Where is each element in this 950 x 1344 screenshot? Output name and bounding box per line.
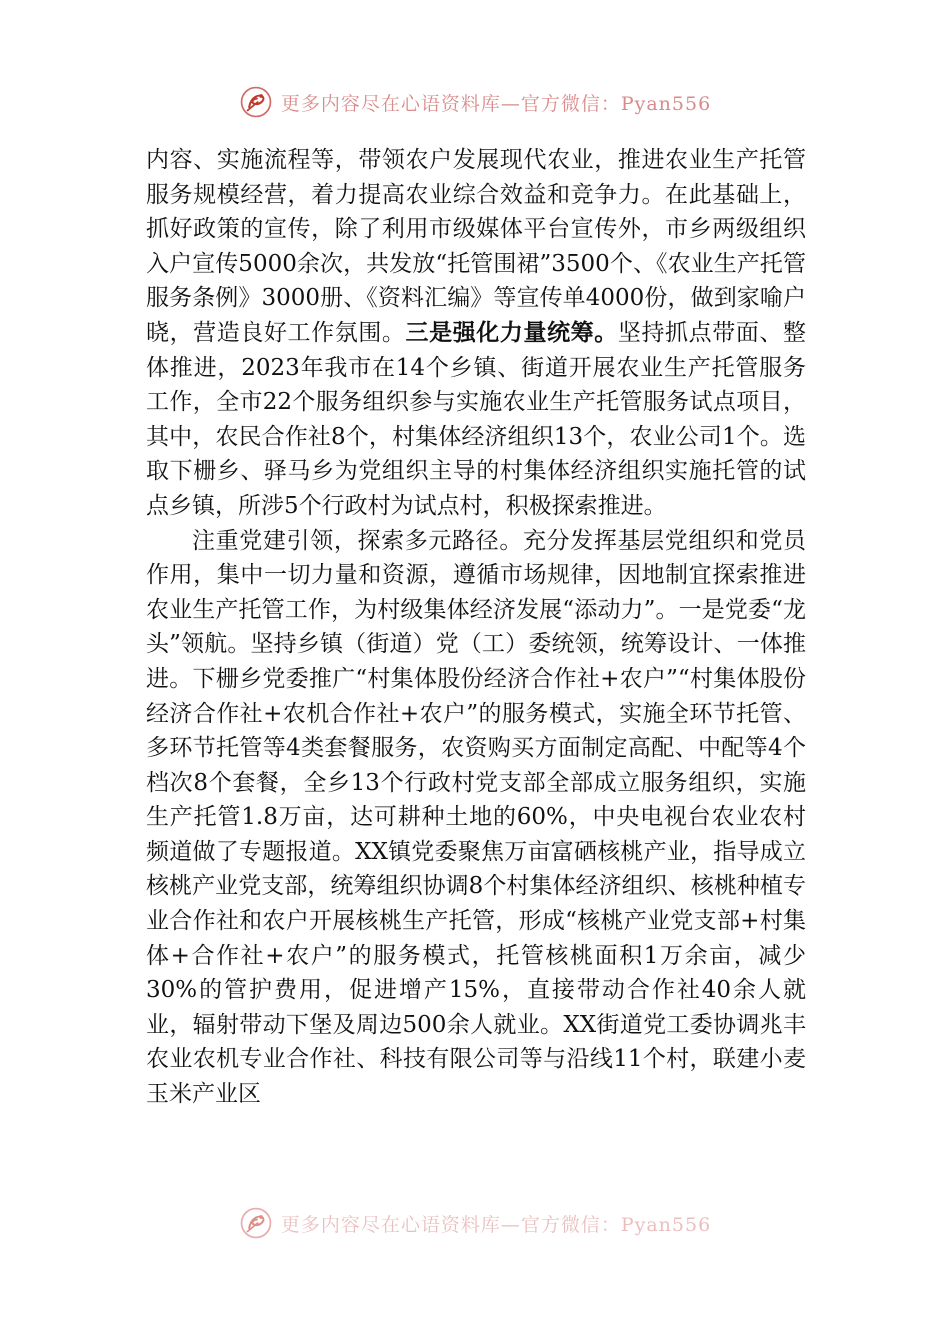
paragraph: 注重党建引领，探索多元路径。充分发挥基层党组织和党员作用，集中一切力量和资源，遵循市场规律，因地制宜探索推进农业生产托管工作，为村级集体经济发展“添动力”。一是党委“龙头”领航。坚持乡镇（街道）党（工）委统领，统筹设计、一体推进。下栅乡党委推广“村集体股份经济合作社+农户”“村集体股份经济合作社+农机合作社+农户”的服务模式，实施全环节托管、多环节托管等4类套餐服务，农资购买方面制定高配、中配等4个档次8个套餐，全乡13个行政村党支部全部成立服务组织，实施生产托管1.8万亩，达可耕种土地的60%，中央电视台农业农村频道做了专题报道。XX镇党委聚焦万亩富硒核桃产业，指导成立核桃产业党支部，统筹组织协调8个村集体经济组织、核桃种植专业合作社和农户开展核桃生产托管，形成“核桃产业党支部+村集体+合作社+农户”的服务模式，托管核桃面积1万余亩，减少30%的管护费用，促进增产15%，直接带动合作社40余人就业，辐射带动下堡及周边500余人就业。XX街道党工委协调兆丰农业农机专业合作社、科技有限公司等与沿线11个村，联建小麦玉米产业区 [146, 527, 806, 1108]
header-watermark [0, 82, 950, 122]
paragraph-text: 坚持抓点带面、整体推进，2023年我市在14个乡镇、街道开展农业生产托管服务工作，全市22个服务组织参与实施农业生产托管服务试点项目，其中，农民合作社8个，村集体经济组织13个，农业公司1个。选取下栅乡、驿马乡为党组织主导的村集体经济组织实施托管的试点乡镇，所涉5个行政村为试点村，积极探索推进。 [146, 319, 807, 519]
watermark-text: 更多内容尽在心语资料库—官方微信：Pyan556 [280, 1213, 712, 1236]
flower-seal-icon [239, 1206, 273, 1240]
flower-seal-icon [239, 85, 273, 119]
document-body [146, 143, 806, 1112]
paragraph [146, 143, 806, 524]
footer-watermark [0, 1203, 950, 1243]
watermark-text: 更多内容尽在心语资料库—官方微信：Pyan556 [280, 92, 712, 115]
paragraph-text: 内容、实施流程等，带领农户发展现代农业，推进农业生产托管服务规模经营，着力提高农业综合效益和竞争力。在此基础上，抓好政策的宣传，除了利用市级媒体平台宣传外，市乡两级组织入户宣传5000余次，共发放“托管围裙”3500个、《农业生产托管服务条例》3000册、《资料汇编》等宣传单4000份，做到家喻户晓，营造良好工作氛围。 [146, 147, 806, 346]
bold-heading: 三是强化力量统筹。 [405, 318, 618, 346]
